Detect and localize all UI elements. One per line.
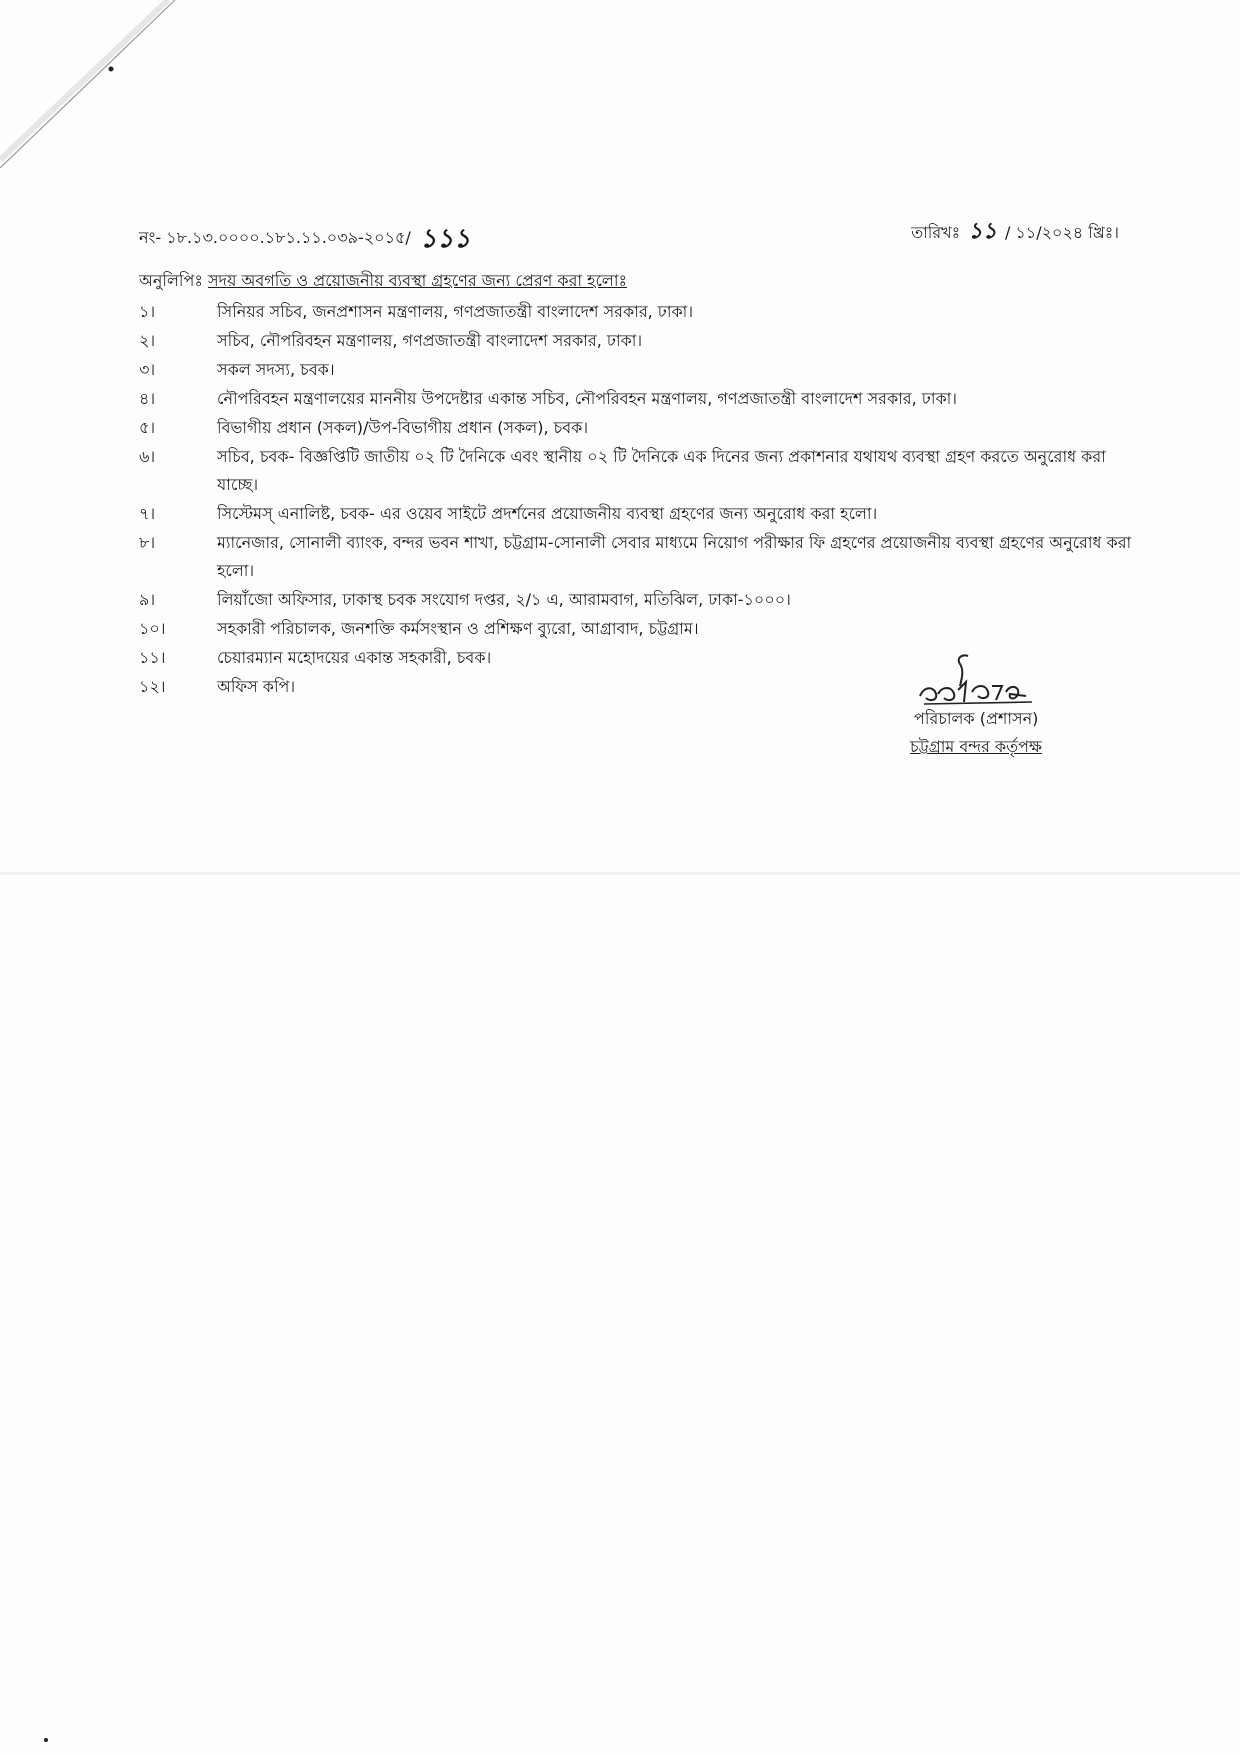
signatory-title: পরিচালক (প্রশাসন) bbox=[914, 709, 1039, 728]
stray-ink-dot bbox=[44, 1738, 48, 1742]
list-item-text: সিনিয়র সচিব, জনপ্রশাসন মন্ত্রণালয়, গণপ্রজাতন্ত্রী বাংলাদেশ সরকার, ঢাকা। bbox=[217, 302, 694, 321]
list-item-text: নৌপরিবহন মন্ত্রণালয়ের মাননীয় উপদেষ্টার একান্ত সচিব, নৌপরিবহন মন্ত্রণালয়, গণপ্রজাতন্ত্রী বাংলাদেশ সরকার, ঢাকা। bbox=[217, 389, 958, 408]
list-item bbox=[139, 586, 1149, 614]
recipient-list bbox=[139, 298, 1149, 702]
memo-number-printed: নং- ১৮.১৩.০০০০.১৮১.১১.০৩৯-২০১৫/ bbox=[139, 228, 411, 247]
list-item-text: সকল সদস্য, চবক। bbox=[217, 360, 335, 379]
list-item-number: ৬। bbox=[139, 447, 156, 466]
list-item-text: লিয়াঁজো অফিসার, ঢাকাস্থ চবক সংযোগ দপ্তর, ২/১ এ, আরামবাগ, মতিঝিল, ঢাকা-১০০০। bbox=[217, 590, 791, 609]
list-item-number: ১০। bbox=[139, 619, 166, 638]
list-item-text: চেয়ারম্যান মহোদয়ের একান্ত সহকারী, চবক। bbox=[217, 648, 492, 667]
signatory-organization: চট্টগ্রাম বন্দর কর্তৃপক্ষ bbox=[910, 737, 1042, 756]
memo-number bbox=[139, 214, 470, 258]
list-item-number: ২। bbox=[139, 331, 156, 350]
memo-number-handwritten: ১১১ bbox=[419, 224, 471, 254]
list-item bbox=[139, 615, 1149, 643]
list-item bbox=[139, 500, 1149, 528]
list-item-text: ম্যানেজার, সোনালী ব্যাংক, বন্দর ভবন শাখা, চট্টগ্রাম-সোনালী সেবার মাধ্যমে নিয়োগ পরীক্ষার ফি গ্রহণের প্রয়োজনীয় ব্যবস্থা গ্রহণের অনুরোধ করা হলো। bbox=[217, 533, 1132, 580]
list-item bbox=[139, 356, 1149, 384]
list-item-number: ১। bbox=[139, 302, 156, 321]
list-item-text: বিভাগীয় প্রধান (সকল)/উপ-বিভাগীয় প্রধান (সকল), চবক। bbox=[217, 418, 589, 437]
list-item-number: ১১। bbox=[139, 648, 166, 667]
copy-heading bbox=[139, 268, 627, 295]
date-label: তারিখঃ bbox=[911, 223, 961, 242]
handwritten-signature bbox=[916, 652, 1066, 712]
list-item bbox=[139, 443, 1149, 499]
list-item-number: ৮। bbox=[139, 533, 156, 552]
list-item-text: সচিব, নৌপরিবহন মন্ত্রণালয়, গণপ্রজাতন্ত্রী বাংলাদেশ সরকার, ঢাকা। bbox=[217, 331, 643, 350]
list-item bbox=[139, 298, 1149, 326]
list-item-number: ৯। bbox=[139, 590, 156, 609]
list-item bbox=[139, 529, 1149, 585]
signature-block bbox=[880, 652, 1100, 762]
list-item-text: সচিব, চবক- বিজ্ঞপ্তিটি জাতীয় ০২ টি দৈনিকে এবং স্থানীয় ০২ টি দৈনিকে এক দিনের জন্য প্রকাশনার যথাযথ ব্যবস্থা গ্রহণ করতে অনুরোধ করা যাচ্ছে। bbox=[217, 447, 1106, 494]
list-item-number: ১২। bbox=[139, 677, 166, 696]
list-item-number: ৪। bbox=[139, 389, 156, 408]
date-printed: / ১১/২০২৪ খ্রিঃ। bbox=[1004, 223, 1119, 242]
date-handwritten: ১১ bbox=[968, 218, 997, 244]
list-item-text: অফিস কপি। bbox=[217, 677, 296, 696]
list-item bbox=[139, 414, 1149, 442]
paper-fold-crease bbox=[0, 872, 1240, 875]
list-item-number: ৩। bbox=[139, 360, 156, 379]
copy-heading-label: অনুলিপিঃ bbox=[139, 271, 203, 290]
list-item-number: ৫। bbox=[139, 418, 156, 437]
list-item-text: সিস্টেমস্ এনালিষ্ট, চবক- এর ওয়েব সাইটে প্রদর্শনের প্রয়োজনীয় ব্যবস্থা গ্রহণের জন্য অনুরোধ করা হলো। bbox=[217, 504, 878, 523]
list-item bbox=[139, 385, 1149, 413]
reference-row bbox=[139, 208, 1119, 254]
list-item-number: ৭। bbox=[139, 504, 156, 523]
copy-heading-text: সদয় অবগতি ও প্রয়োজনীয় ব্যবস্থা গ্রহণের জন্য প্রেরণ করা হলোঃ bbox=[207, 271, 628, 290]
memo-date bbox=[911, 214, 1119, 251]
list-item-text: সহকারী পরিচালক, জনশক্তি কর্মসংস্থান ও প্রশিক্ষণ ব্যুরো, আগ্রাবাদ, চট্টগ্রাম। bbox=[217, 619, 699, 638]
folded-corner-mark bbox=[0, 0, 190, 190]
list-item bbox=[139, 327, 1149, 355]
